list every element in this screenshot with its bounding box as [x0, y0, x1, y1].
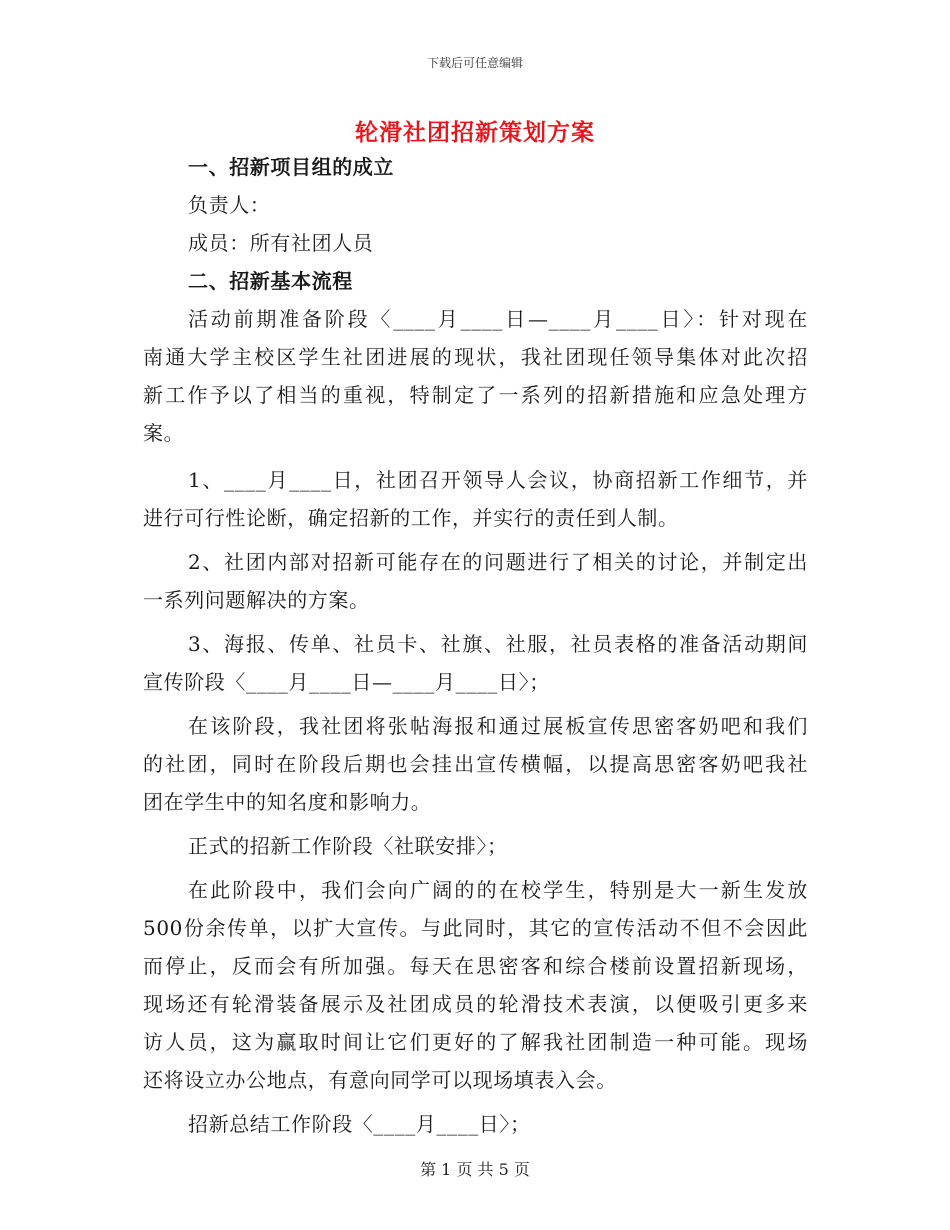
section-heading-2: 二、招新基本流程 [188, 269, 353, 293]
paragraph-line: 新工作予以了相当的重视，特制定了一系列的招新措施和应急处理方 [143, 383, 808, 407]
page-header: 下载后可任意编辑 [426, 56, 523, 70]
paragraph-line: 在该阶段，我社团将张帖海报和通过展板宣传思密客奶吧和我们 [188, 714, 808, 738]
paragraph-line: 成员：所有社团人员 [188, 231, 374, 255]
paragraph-line: 现场还有轮滑装备展示及社团成员的轮滑技术表演，以便吸引更多来 [143, 992, 808, 1016]
paragraph-line: 案。 [143, 421, 185, 445]
section-heading-1: 一、招新项目组的成立 [188, 155, 394, 179]
paragraph-line: 团在学生中的知名度和影响力。 [143, 790, 432, 814]
paragraph-line: 还将设立办公地点，有意向同学可以现场填表入会。 [143, 1068, 617, 1092]
document-body [143, 148, 808, 1143]
paragraph-line: 南通大学主校区学生社团进展的现状，我社团现任领导集体对此次招 [143, 345, 808, 369]
paragraph-line: 正式的招新工作阶段〈社联安排〉； [188, 834, 508, 858]
paragraph-line: 招新总结工作阶段〈____月____日〉； [188, 1112, 531, 1136]
paragraph-line: 一系列问题解决的方案。 [143, 588, 370, 612]
paragraph-line: 500份余传单，以扩大宣传。与此同时，其它的宣传活动不但不会因此 [143, 916, 808, 940]
paragraph-line: 而停止，反而会有所加强。每天在思密客和综合楼前设置招新现场， [143, 954, 808, 978]
paragraph-line: 宣传阶段〈____月____日—____月____日〉； [143, 670, 550, 694]
paragraph-line: 进行可行性论断，确定招新的工作，并实行的责任到人制。 [143, 506, 679, 530]
paragraph-line: 负责人： [188, 193, 271, 217]
paragraph-line: 3、海报、传单、社员卡、社旗、社服，社员表格的准备活动期间 [188, 632, 808, 656]
paragraph-line: 活动前期准备阶段〈____月____日—____月____日〉：针对现在 [188, 307, 808, 331]
paragraph-line: 访人员，这为赢取时间让它们更好的了解我社团制造一种可能。现场 [143, 1030, 808, 1054]
paragraph-line: 2、社团内部对招新可能存在的问题进行了相关的讨论，并制定出 [188, 550, 808, 574]
paragraph-line: 的社团，同时在阶段后期也会挂出宣传横幅，以提高思密客奶吧我社 [143, 752, 808, 776]
page-number-footer: 第 1 页 共 5 页 [420, 1160, 530, 1179]
paragraph-line: 在此阶段中，我们会向广阔的的在校学生，特别是大一新生发放 [188, 878, 808, 902]
document-title: 轮滑社团招新策划方案 [355, 119, 595, 146]
paragraph-line: 1、____月____日，社团召开领导人会议，协商招新工作细节，并 [188, 468, 808, 492]
